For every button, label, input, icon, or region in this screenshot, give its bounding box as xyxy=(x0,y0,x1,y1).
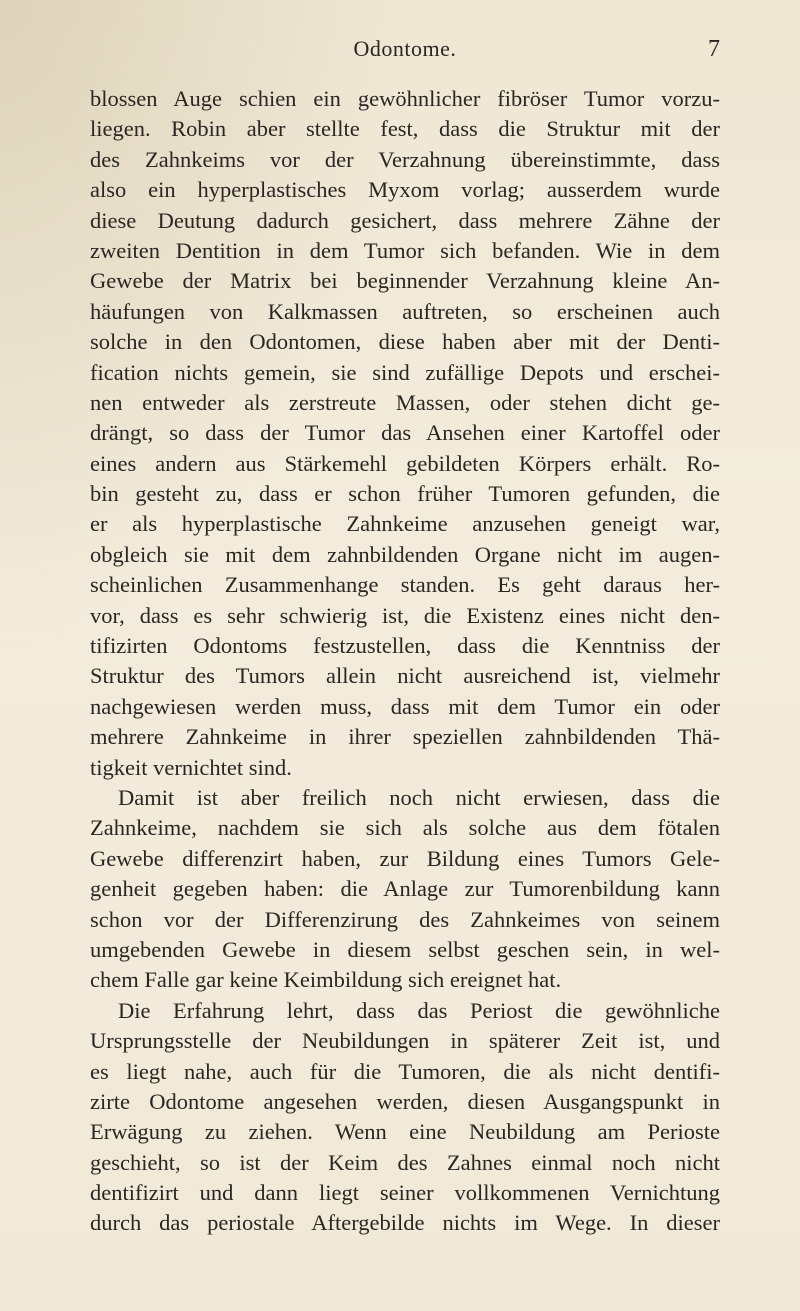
text-line: Struktur des Tumors allein nicht ausreichend ist, vielmehr xyxy=(90,663,720,689)
paragraph xyxy=(90,84,720,783)
page-number: 7 xyxy=(708,36,720,62)
text-line: fication nichts gemein, sie sind zufällige Depots und erschei- xyxy=(90,359,720,385)
text-line: also ein hyperplastisches Myxom vorlag; ausserdem wurde xyxy=(90,177,720,203)
paragraph xyxy=(90,996,720,1239)
text-line: tigkeit vernichtet sind. xyxy=(90,754,292,780)
text-line: solche in den Odontomen, diese haben aber mit der Denti- xyxy=(90,329,720,355)
text-line: des Zahnkeims vor der Verzahnung übereinstimmte, dass xyxy=(90,146,720,172)
text-line: häufungen von Kalkmassen auftreten, so erscheinen auch xyxy=(90,298,720,324)
body-text xyxy=(90,84,720,1239)
text-line: tifizirten Odontoms festzustellen, dass die Kenntniss der xyxy=(90,633,720,659)
text-line: zirte Odontome angesehen werden, diesen Ausgangspunkt in xyxy=(90,1088,720,1114)
text-line: drängt, so dass der Tumor das Ansehen einer Kartoffel oder xyxy=(90,420,720,446)
text-line: nen entweder als zerstreute Massen, oder stehen dicht ge- xyxy=(90,389,720,415)
text-line: genheit gegeben haben: die Anlage zur Tumorenbildung kann xyxy=(90,876,720,902)
text-line: umgebenden Gewebe in diesem selbst geschen sein, in wel- xyxy=(90,936,720,962)
text-line: vor, dass es sehr schwierig ist, die Existenz eines nicht den- xyxy=(90,602,720,628)
text-line: schon vor der Differenzirung des Zahnkeimes von seinem xyxy=(90,906,720,932)
text-line: liegen. Robin aber stellte fest, dass die Struktur mit der xyxy=(90,116,720,142)
text-line: diese Deutung dadurch gesichert, dass mehrere Zähne der xyxy=(90,207,720,233)
text-line: Gewebe der Matrix bei beginnender Verzahnung kleine An- xyxy=(90,268,720,294)
text-line: bin gesteht zu, dass er schon früher Tumoren gefunden, die xyxy=(90,481,720,507)
text-line: er als hyperplastische Zahnkeime anzusehen geneigt war, xyxy=(90,511,720,537)
text-line: es liegt nahe, auch für die Tumoren, die als nicht dentifi- xyxy=(90,1058,720,1084)
text-line: Die Erfahrung lehrt, dass das Periost die gewöhnliche xyxy=(118,997,720,1023)
text-line: eines andern aus Stärkemehl gebildeten Körpers erhält. Ro- xyxy=(90,450,720,476)
text-line: Ursprungsstelle der Neubildungen in späterer Zeit ist, und xyxy=(90,1028,720,1054)
text-line: Gewebe differenzirt haben, zur Bildung eines Tumors Gele- xyxy=(90,845,720,871)
text-line: dentifizirt und dann liegt seiner vollkommenen Vernichtung xyxy=(90,1180,720,1206)
text-line: zweiten Dentition in dem Tumor sich befanden. Wie in dem xyxy=(90,237,720,263)
text-line: durch das periostale Aftergebilde nichts im Wege. In dieser xyxy=(90,1210,720,1236)
text-line: mehrere Zahnkeime in ihrer speziellen zahnbildenden Thä- xyxy=(90,724,720,750)
text-line: chem Falle gar keine Keimbildung sich ereignet hat. xyxy=(90,967,562,993)
paragraph xyxy=(90,783,720,996)
text-line: obgleich sie mit dem zahnbildenden Organe nicht im augen- xyxy=(90,541,720,567)
text-line: Erwägung zu ziehen. Wenn eine Neubildung am Perioste xyxy=(90,1119,720,1145)
page-header xyxy=(90,36,720,66)
text-line: Damit ist aber freilich noch nicht erwiesen, dass die xyxy=(118,784,720,810)
paragraphs xyxy=(90,84,720,1239)
text-line: nachgewiesen werden muss, dass mit dem Tumor ein oder xyxy=(90,693,720,719)
text-line: Zahnkeime, nachdem sie sich als solche aus dem fötalen xyxy=(90,815,720,841)
text-line: scheinlichen Zusammenhange standen. Es geht daraus her- xyxy=(90,572,720,598)
text-line: geschieht, so ist der Keim des Zahnes einmal noch nicht xyxy=(90,1149,720,1175)
running-head: Odontome. xyxy=(353,36,457,61)
text-line: blossen Auge schien ein gewöhnlicher fibröser Tumor vorzu- xyxy=(90,86,720,111)
